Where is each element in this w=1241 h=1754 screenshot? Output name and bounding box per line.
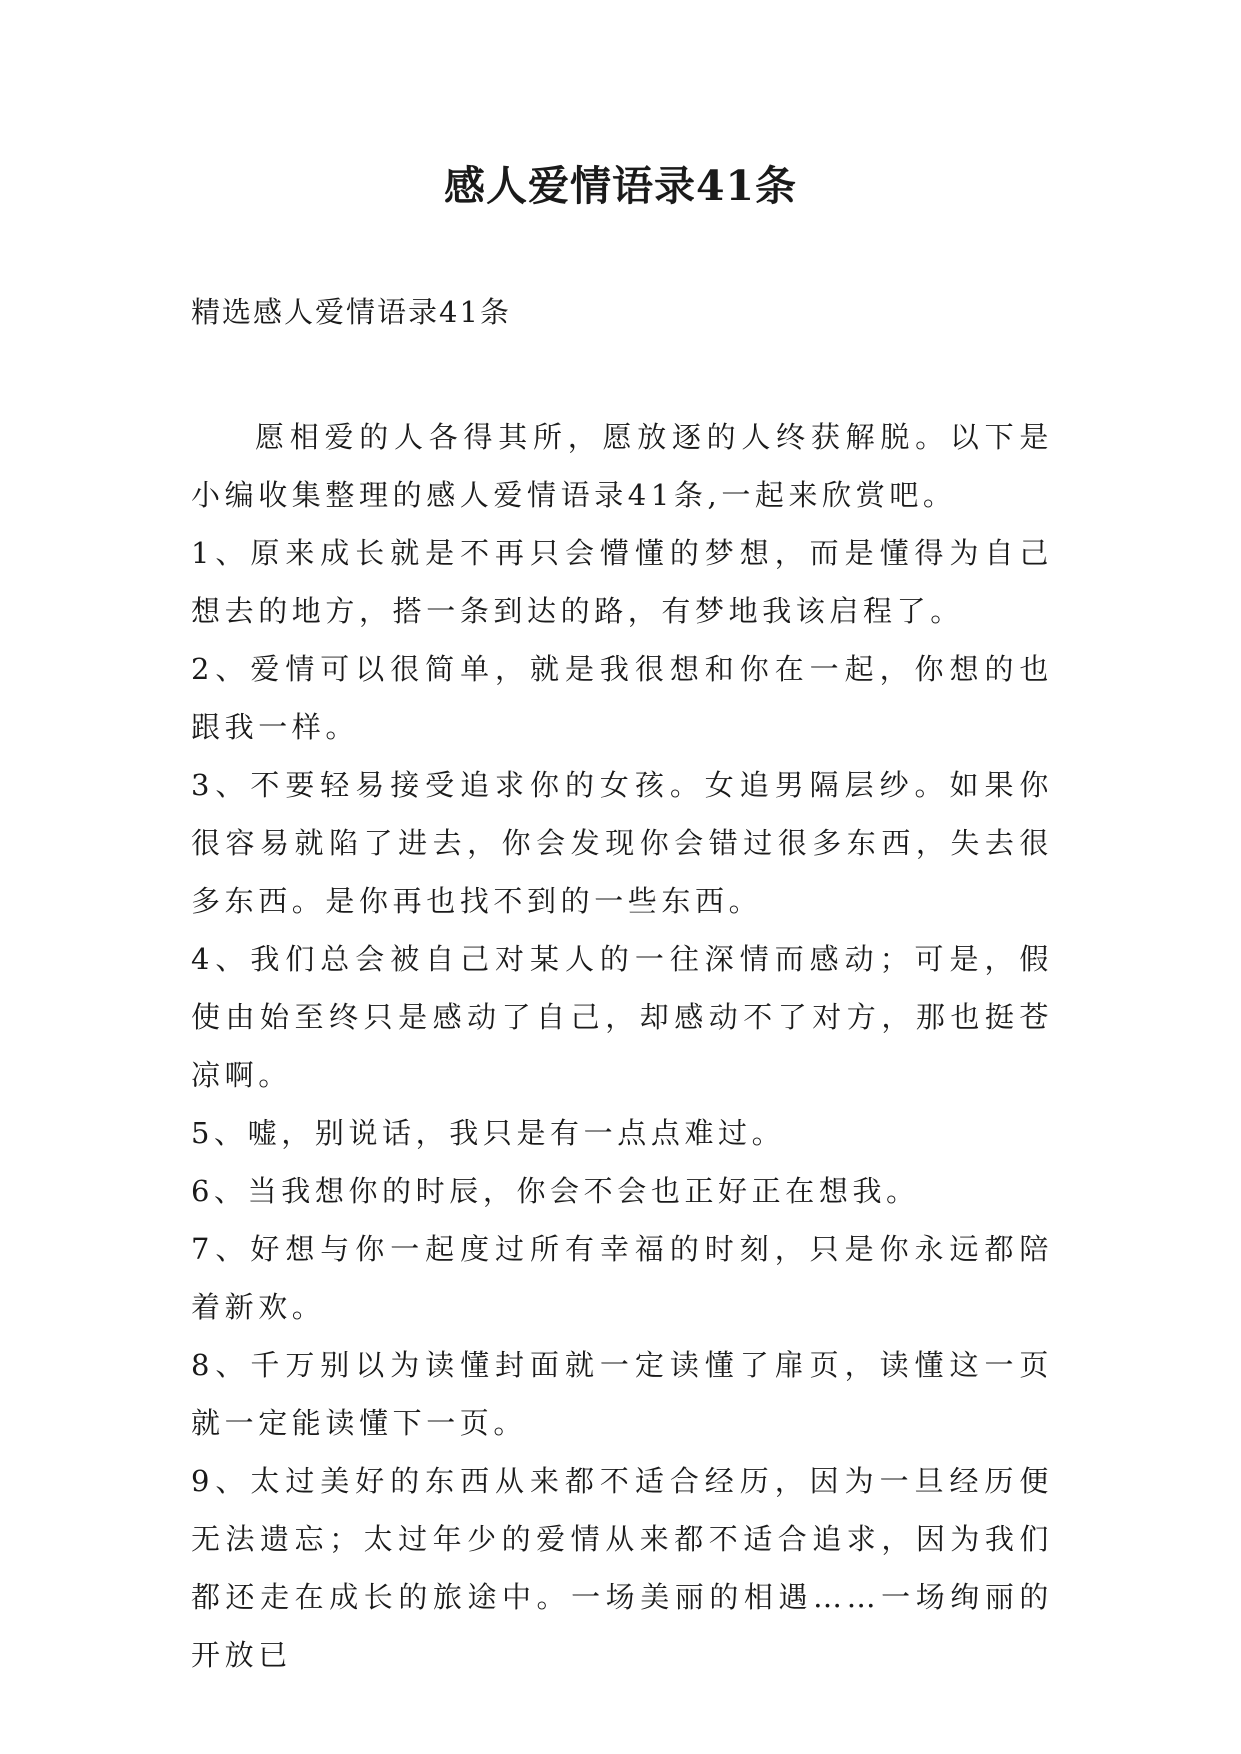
list-item: 8、千万别以为读懂封面就一定读懂了扉页，读懂这一页就一定能读懂下一页。 bbox=[191, 1348, 1053, 1440]
document-subtitle: 精选感人爱情语录41条 bbox=[191, 295, 511, 329]
list-item: 5、嘘，别说话，我只是有一点点难过。 bbox=[191, 1116, 786, 1150]
list-item: 3、不要轻易接受追求你的女孩。女追男隔层纱。如果你很容易就陷了进去，你会发现你会错过很多东西，失去很多东西。是你再也找不到的一些东西。 bbox=[191, 768, 1053, 918]
list-item: 6、当我想你的时辰，你会不会也正好正在想我。 bbox=[191, 1174, 920, 1208]
list-item: 2、爱情可以很简单，就是我很想和你在一起，你想的也跟我一样。 bbox=[191, 652, 1053, 744]
intro-paragraph: 愿相爱的人各得其所，愿放逐的人终获解脱。以下是小编收集整理的感人爱情语录41条,一起来欣赏吧。 bbox=[191, 420, 1053, 512]
list-item: 9、太过美好的东西从来都不适合经历，因为一旦经历便无法遗忘；太过年少的爱情从来都不适合追求，因为我们都还走在成长的旅途中。一场美丽的相遇……一场绚丽的开放已 bbox=[191, 1464, 1053, 1672]
list-item: 1、原来成长就是不再只会懵懂的梦想，而是懂得为自己想去的地方，搭一条到达的路，有梦地我该启程了。 bbox=[191, 536, 1053, 628]
list-item: 4、我们总会被自己对某人的一往深情而感动；可是，假使由始至终只是感动了自己，却感动不了对方，那也挺苍凉啊。 bbox=[191, 942, 1053, 1092]
document-body bbox=[191, 408, 1053, 1684]
document-title: 感人爱情语录41条 bbox=[443, 162, 798, 210]
list-item: 7、好想与你一起度过所有幸福的时刻，只是你永远都陪着新欢。 bbox=[191, 1232, 1053, 1324]
